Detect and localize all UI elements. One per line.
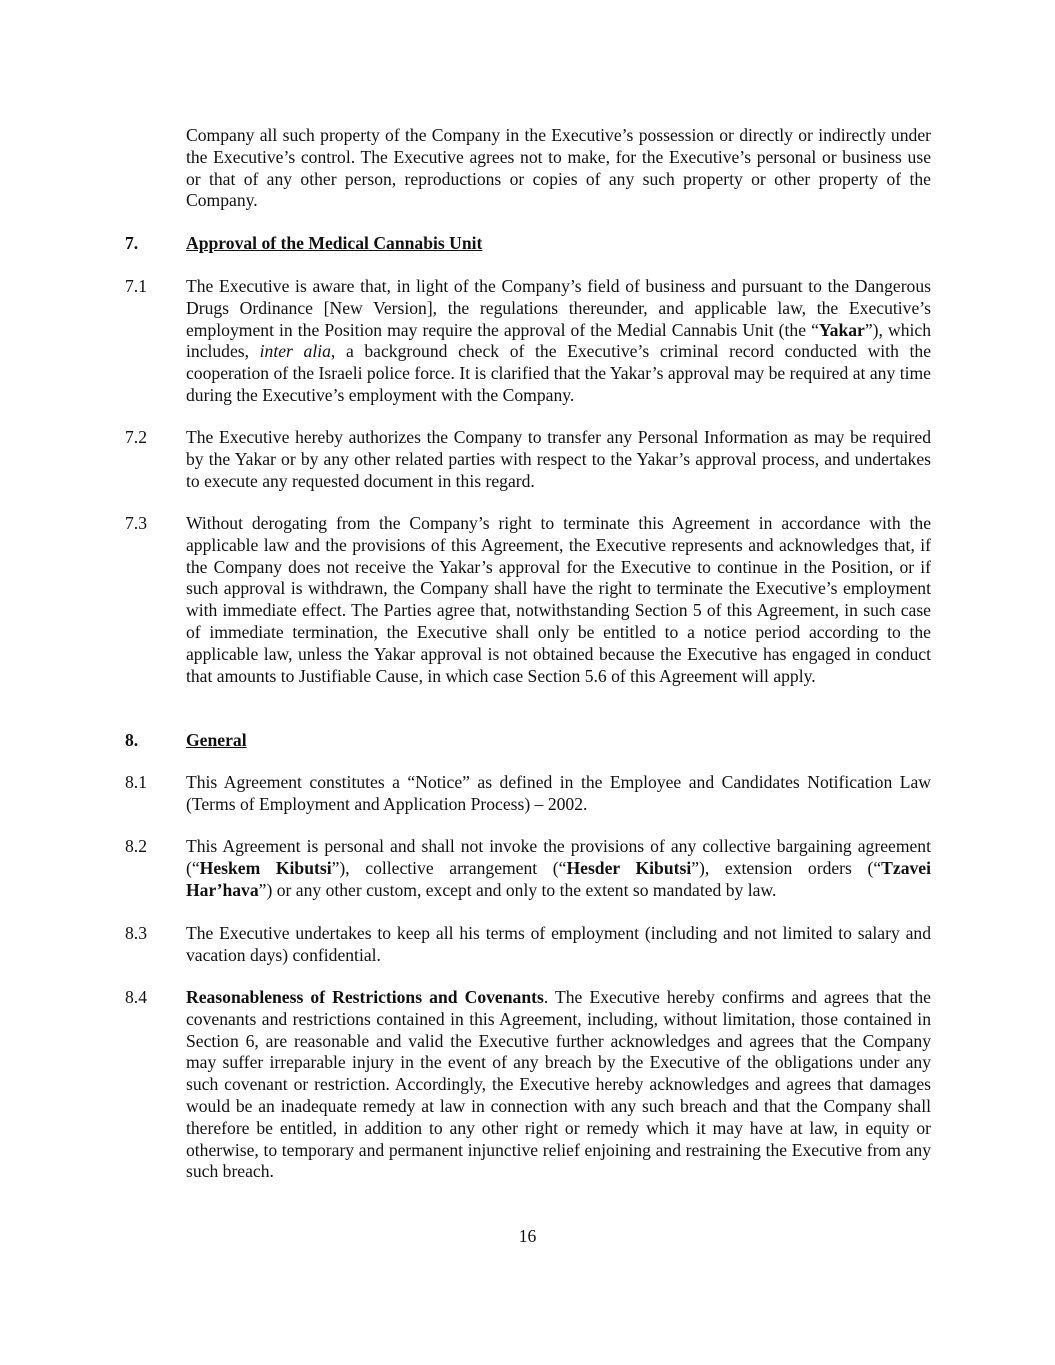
clause-7-2 <box>125 427 931 492</box>
clause-8-1 <box>125 772 931 816</box>
clause-number: 8.4 <box>125 987 147 1007</box>
section-8-heading <box>125 730 931 752</box>
clause-text: Without derogating from the Company’s right to terminate this Agreement in accordance with the applicable law and the provisions of this Agreement, the Executive represents and acknowledges that, if the Company does not receive the Yakar’s approval for the Executive to continue in the Position, or if such approval is withdrawn, the Company shall have the right to terminate the Executive’s employment with immediate effect. The Parties agree that, notwithstanding Section 5 of this Agreement, in such case of immediate termination, the Executive shall only be entitled to a notice period according to the applicable law, unless the Yakar approval is not obtained because the Executive has engaged in conduct that amounts to Justifiable Cause, in which case Section 5.6 of this Agreement will apply. <box>186 513 931 686</box>
clause-number: 7.2 <box>125 427 147 447</box>
clause-number: 7.3 <box>125 513 147 533</box>
defined-term: Yakar <box>818 319 865 340</box>
clause-lead-title: Reasonableness of Restrictions and Covenants <box>186 987 544 1007</box>
defined-term: Hesder Kibutsi <box>566 857 692 878</box>
clause-number: 7.1 <box>125 276 147 296</box>
clause-text: This Agreement constitutes a “Notice” as defined in the Employee and Candidates Notification Law (Terms of Employment and Application Process) – 2002. <box>186 772 931 814</box>
continuation-paragraph: Company all such property of the Company in the Executive’s possession or directly or indirectly under the Executive’s control. The Executive agrees not to make, for the Executive’s personal or business use or that of any other person, reproductions or copies of any such property or other property of the Company. <box>186 125 931 211</box>
clause-number: 8.3 <box>125 923 147 943</box>
defined-term: Tzavei Har’hava <box>186 857 931 900</box>
clause-text: The Executive hereby authorizes the Company to transfer any Personal Information as may be required by the Yakar or by any other related parties with respect to the Yakar’s approval process, and undertakes to execute any requested document in this regard. <box>186 427 931 491</box>
section-number: 7. <box>125 233 139 253</box>
clause-number: 8.2 <box>125 836 147 856</box>
section-7-heading <box>125 233 931 255</box>
clause-text: Reasonableness of Restrictions and Covenants. The Executive hereby confirms and agrees that the covenants and restrictions contained in this Agreement, including, without limitation, those contained in Section 6, are reasonable and valid the Executive further acknowledges and agrees that the Company may suffer irreparable injury in the event of any breach by the Executive of the obligations under any such covenant or restriction. Accordingly, the Executive hereby acknowledges and agrees that damages would be an inadequate remedy at law in connection with any such breach and that the Company shall therefore be entitled, in addition to any other right or remedy which it may have at law, in equity or otherwise, to temporary and permanent injunctive relief enjoining and restraining the Executive from any such breach. <box>186 987 931 1182</box>
clause-8-3 <box>125 923 931 967</box>
clause-text: The Executive undertakes to keep all his terms of employment (including and not limited to salary and vacation days) confidential. <box>186 923 931 965</box>
clause-7-3 <box>125 513 931 687</box>
clause-7-1 <box>125 276 931 407</box>
clause-text: The Executive is aware that, in light of the Company’s field of business and pursuant to the Dangerous Drugs Ordinance [New Version], the regulations thereunder, and applicable law, the Executive’s employment in the Position may require the approval of the Medial Cannabis Unit (the “Yakar”), which includes, inter alia, a background check of the Executive’s criminal record conducted with the cooperation of the Israeli police force. It is clarified that the Yakar’s approval may be required at any time during the Executive’s employment with the Company. <box>186 276 931 405</box>
section-title: Approval of the Medical Cannabis Unit <box>186 233 483 253</box>
page-number: 16 <box>518 1226 537 1246</box>
defined-term: Heskem Kibutsi <box>199 857 332 878</box>
section-number: 8. <box>125 730 139 750</box>
italic-phrase: inter alia <box>259 341 331 362</box>
clause-number: 8.1 <box>125 772 147 792</box>
clause-8-2 <box>125 836 931 901</box>
section-title: General <box>186 730 247 750</box>
clause-8-4 <box>125 987 931 1183</box>
clause-text: This Agreement is personal and shall not invoke the provisions of any collective bargaining agreement (“Heskem Kibutsi”), collective arrangement (“Hesder Kibutsi”), extension orders (“Tzavei Har’hava”) or any other custom, except and only to the extent so mandated by law. <box>186 836 931 900</box>
